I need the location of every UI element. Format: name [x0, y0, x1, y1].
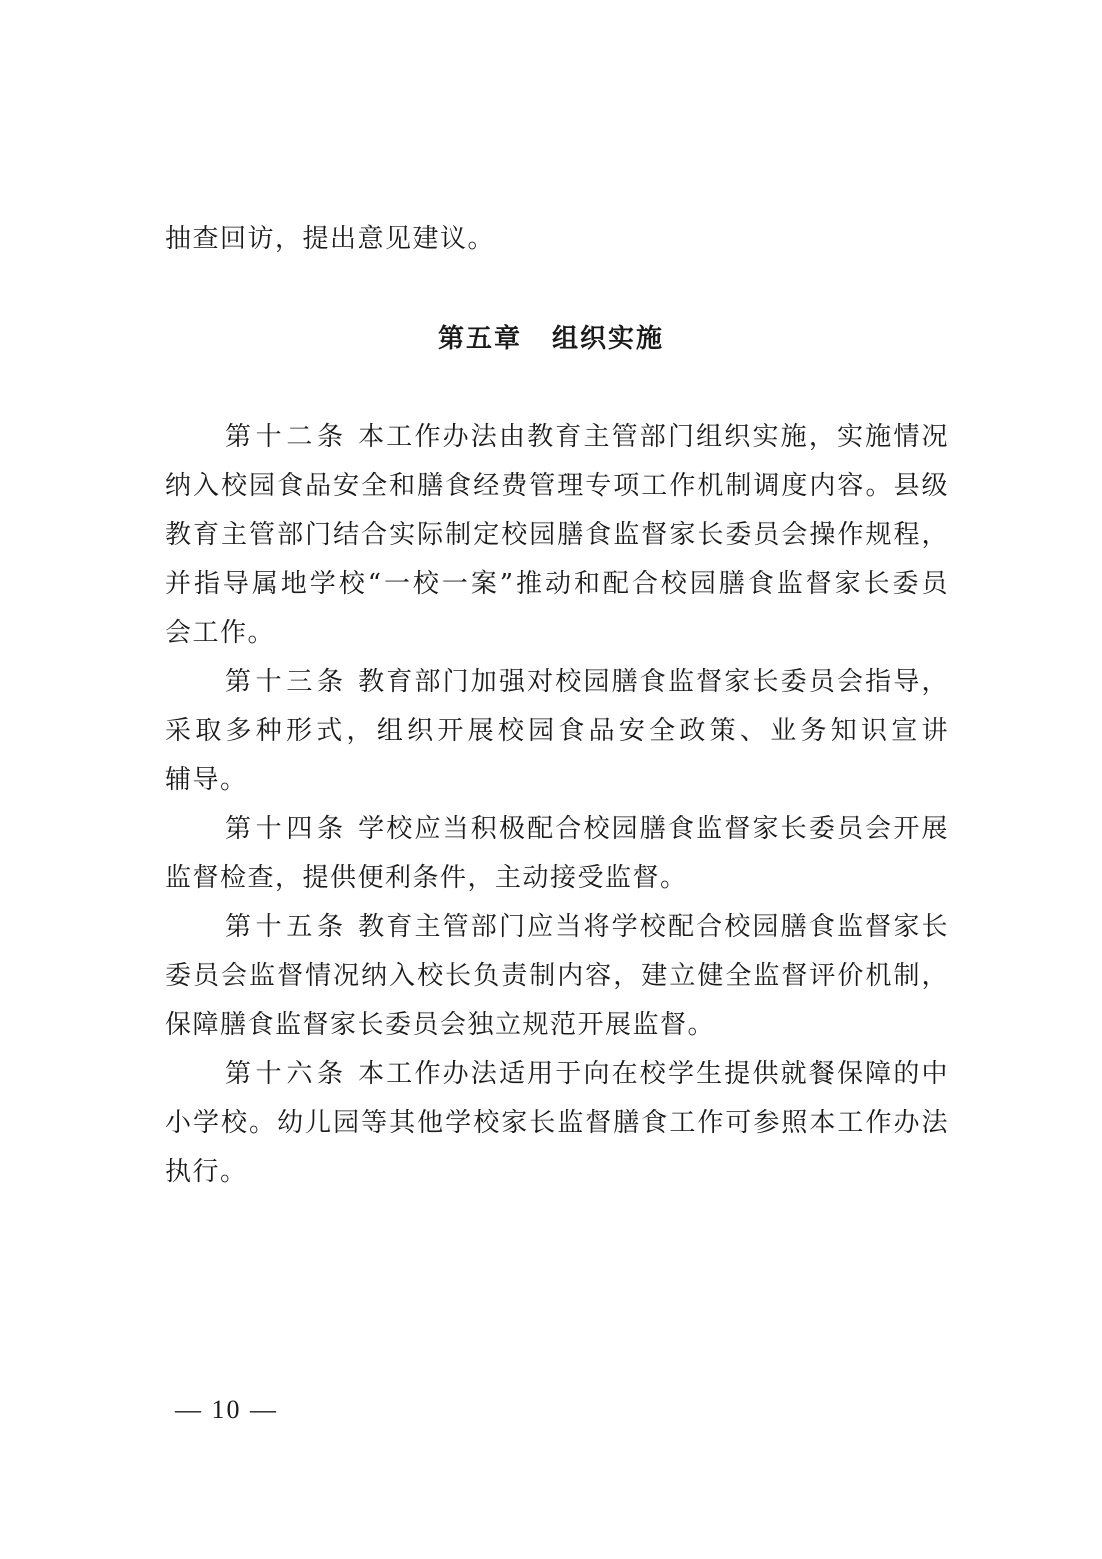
article-line: 会工作。: [165, 618, 276, 648]
article-line: 教育主管部门结合实际制定校园膳食监督家长委员会操作规程，: [165, 520, 949, 550]
chapter-number: 第五章: [437, 324, 522, 354]
article-first-line: [225, 812, 949, 846]
article-text: 教育部门加强对校园膳食监督家长委员会指导，: [358, 667, 949, 697]
article-line: 并指导属地学校“一校一案”推动和配合校园膳食监督家长委员: [165, 569, 949, 599]
carry-over-line: 抽查回访，提出意见建议。: [165, 224, 496, 254]
article-text: 学校应当积极配合校园膳食监督家长委员会开展: [358, 814, 949, 844]
article-line: 小学校。幼儿园等其他学校家长监督膳食工作可参照本工作办法: [165, 1108, 949, 1138]
article-line: 委员会监督情况纳入校长负责制内容，建立健全监督评价机制，: [165, 961, 949, 991]
chapter-heading: [0, 322, 1102, 356]
article-first-line: [225, 665, 949, 699]
page-number: — 10 —: [175, 1395, 278, 1424]
article-line: 纳入校园食品安全和膳食经费管理专项工作机制调度内容。县级: [165, 471, 949, 501]
article-line: 辅导。: [165, 765, 248, 795]
article-first-line: [225, 910, 949, 944]
article-label: 第十六条: [225, 1059, 348, 1089]
article-line: 保障膳食监督家长委员会独立规范开展监督。: [165, 1010, 716, 1040]
article-label: 第十三条: [225, 667, 348, 697]
article-label: 第十四条: [225, 814, 348, 844]
article-line: 监督检查，提供便利条件，主动接受监督。: [165, 863, 688, 893]
article-text: 本工作办法适用于向在校学生提供就餐保障的中: [358, 1059, 949, 1089]
chapter-title: 组织实施: [552, 324, 665, 354]
article-first-line: [225, 420, 949, 454]
article-line: 执行。: [165, 1157, 248, 1187]
article-line: 采取多种形式，组织开展校园食品安全政策、业务知识宣讲: [165, 716, 949, 746]
article-text: 教育主管部门应当将学校配合校园膳食监督家长: [358, 912, 949, 942]
article-label: 第十五条: [225, 912, 348, 942]
article-text: 本工作办法由教育主管部门组织实施，实施情况: [358, 422, 949, 452]
article-first-line: [225, 1057, 949, 1091]
article-label: 第十二条: [225, 422, 348, 452]
